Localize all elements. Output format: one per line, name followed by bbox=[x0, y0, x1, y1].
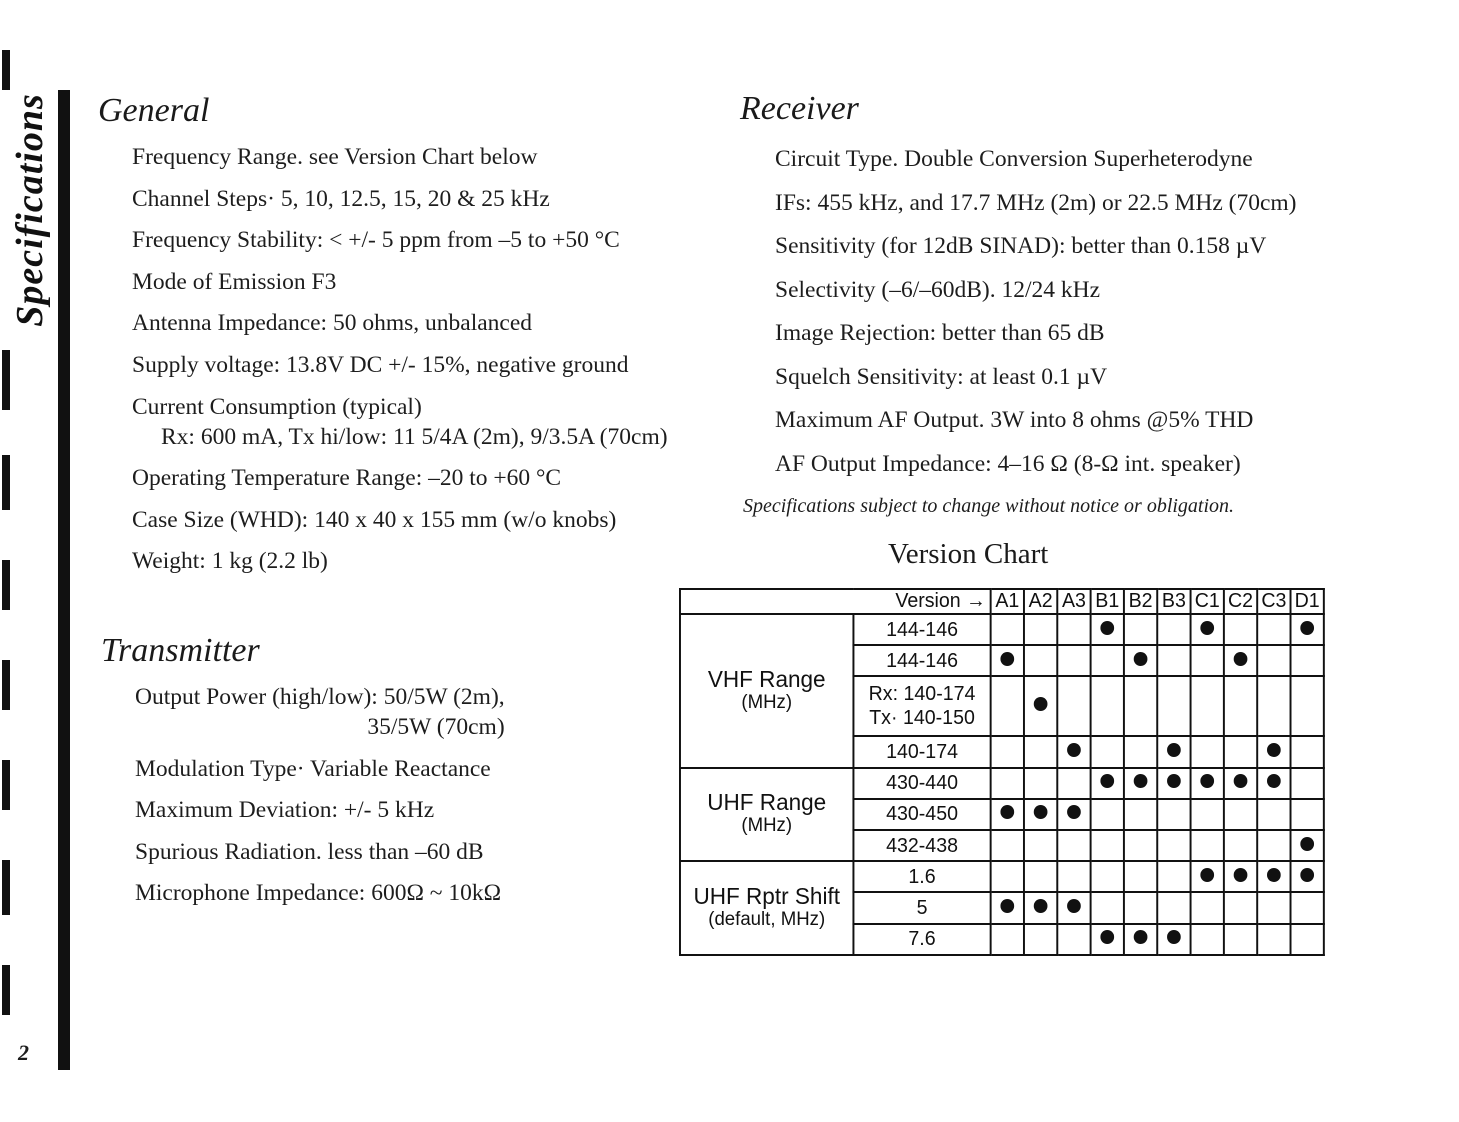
availability-dot-icon bbox=[1300, 868, 1314, 882]
availability-dot-icon bbox=[1000, 899, 1014, 913]
version-cell bbox=[1224, 768, 1257, 799]
version-cell bbox=[1124, 924, 1157, 955]
version-cell bbox=[1257, 645, 1290, 676]
version-cell bbox=[1191, 830, 1224, 861]
range-value: Tx· 140-150 bbox=[869, 707, 975, 730]
current-consumption-label: Current Consumption (typical) bbox=[132, 393, 422, 420]
version-cell bbox=[1157, 768, 1190, 799]
range-value: 1.6 bbox=[908, 865, 936, 888]
availability-dot-icon bbox=[1234, 774, 1248, 788]
edge-mark bbox=[2, 760, 10, 810]
version-cell bbox=[1191, 676, 1224, 736]
spec-max-af-output: Maximum AF Output. 3W into 8 ohms @5% THD bbox=[775, 407, 1254, 433]
version-column-header: A3 bbox=[1057, 589, 1090, 614]
spec-spurious-radiation: Spurious Radiation. less than –60 dB bbox=[135, 838, 484, 865]
spec-antenna-impedance: Antenna Impedance: 50 ohms, unbalanced bbox=[132, 310, 533, 337]
version-cell bbox=[1057, 924, 1090, 955]
availability-dot-icon bbox=[1267, 774, 1281, 788]
version-cell bbox=[1057, 614, 1090, 645]
version-cell bbox=[1024, 830, 1057, 861]
version-cell bbox=[1124, 830, 1157, 861]
edge-mark bbox=[2, 860, 10, 915]
version-cell bbox=[1191, 645, 1224, 676]
spec-current-consumption bbox=[132, 392, 668, 452]
version-cell bbox=[1024, 676, 1057, 736]
spec-circuit-type: Circuit Type. Double Conversion Superheterodyne bbox=[775, 146, 1253, 172]
receiver-spec-list bbox=[775, 144, 1297, 492]
version-cell bbox=[1224, 736, 1257, 767]
transmitter-heading: Transmitter bbox=[101, 632, 260, 669]
transmitter-spec-list bbox=[135, 682, 505, 920]
availability-dot-icon bbox=[1067, 743, 1081, 757]
version-cell bbox=[1124, 676, 1157, 736]
version-column-header: A2 bbox=[1024, 589, 1057, 614]
availability-dot-icon bbox=[1300, 837, 1314, 851]
section-tab-bar bbox=[58, 90, 70, 1070]
range-value: 5 bbox=[916, 897, 928, 920]
availability-dot-icon bbox=[1034, 697, 1048, 711]
availability-dot-icon bbox=[1167, 774, 1181, 788]
receiver-heading: Receiver bbox=[740, 90, 859, 127]
version-cell bbox=[991, 830, 1024, 861]
version-cell bbox=[1157, 736, 1190, 767]
range-value: 144-146 bbox=[886, 618, 959, 641]
version-cell bbox=[1057, 676, 1090, 736]
version-cell bbox=[1224, 830, 1257, 861]
version-cell bbox=[1291, 861, 1324, 892]
range-cell bbox=[853, 768, 990, 799]
band-group-name: VHF Range bbox=[707, 665, 826, 692]
version-cell bbox=[1257, 861, 1290, 892]
version-cell bbox=[1257, 676, 1290, 736]
version-cell bbox=[1124, 645, 1157, 676]
availability-dot-icon bbox=[1267, 743, 1281, 757]
version-cell bbox=[1291, 645, 1324, 676]
availability-dot-icon bbox=[1200, 774, 1214, 788]
version-cell bbox=[1024, 861, 1057, 892]
availability-dot-icon bbox=[1134, 774, 1148, 788]
version-cell bbox=[1257, 768, 1290, 799]
range-value: 7.6 bbox=[908, 928, 936, 951]
version-cell bbox=[1024, 614, 1057, 645]
general-heading: General bbox=[98, 92, 210, 129]
range-cell bbox=[853, 830, 990, 861]
availability-dot-icon bbox=[1234, 652, 1248, 666]
availability-dot-icon bbox=[1200, 868, 1214, 882]
range-cell bbox=[853, 892, 990, 923]
availability-dot-icon bbox=[1134, 930, 1148, 944]
band-group-unit: (MHz) bbox=[741, 691, 793, 713]
version-cell bbox=[1091, 861, 1124, 892]
version-header-label: Version → bbox=[680, 589, 991, 614]
version-cell bbox=[1057, 799, 1090, 830]
output-power-line1: Output Power (high/low): 50/5W (2m), bbox=[135, 684, 505, 710]
version-cell bbox=[1157, 892, 1190, 923]
availability-dot-icon bbox=[1134, 652, 1148, 666]
version-chart-title: Version Chart bbox=[888, 538, 1049, 570]
version-cell bbox=[1124, 892, 1157, 923]
version-cell bbox=[1024, 799, 1057, 830]
version-column-header: B3 bbox=[1157, 589, 1190, 614]
version-cell bbox=[1224, 676, 1257, 736]
version-cell bbox=[1224, 861, 1257, 892]
band-group-unit: (default, MHz) bbox=[708, 909, 826, 931]
spec-af-output-impedance: AF Output Impedance: 4–16 Ω (8-Ω int. speaker) bbox=[775, 450, 1241, 477]
edge-mark bbox=[2, 350, 10, 410]
version-cell bbox=[1091, 645, 1124, 676]
version-cell bbox=[1291, 768, 1324, 799]
version-cell bbox=[1057, 830, 1090, 861]
edge-mark bbox=[2, 50, 10, 90]
version-cell bbox=[1124, 799, 1157, 830]
band-group-name: UHF Rptr Shift bbox=[693, 883, 840, 910]
chart-row bbox=[680, 768, 1324, 799]
spec-frequency-stability: Frequency Stability: < +/- 5 ppm from –5 to +50 °C bbox=[132, 227, 620, 254]
version-chart-table bbox=[679, 588, 1325, 956]
version-cell bbox=[1057, 892, 1090, 923]
version-cell bbox=[1257, 892, 1290, 923]
version-cell bbox=[1091, 768, 1124, 799]
availability-dot-icon bbox=[1067, 805, 1081, 819]
version-cell bbox=[1191, 614, 1224, 645]
range-cell bbox=[853, 924, 990, 955]
version-cell bbox=[991, 892, 1024, 923]
output-power-line2: 35/5W (70cm) bbox=[367, 714, 505, 740]
range-cell bbox=[853, 614, 990, 645]
version-cell bbox=[1057, 768, 1090, 799]
version-cell bbox=[1291, 676, 1324, 736]
section-side-title: Specifications bbox=[9, 93, 51, 327]
availability-dot-icon bbox=[1034, 899, 1048, 913]
version-cell bbox=[1124, 736, 1157, 767]
version-cell bbox=[1157, 614, 1190, 645]
version-cell bbox=[1257, 830, 1290, 861]
band-group-label bbox=[680, 861, 853, 955]
version-cell bbox=[1224, 614, 1257, 645]
chart-row bbox=[680, 614, 1324, 645]
range-value: 144-146 bbox=[886, 649, 959, 672]
version-cell bbox=[991, 645, 1024, 676]
edge-mark bbox=[2, 560, 10, 610]
version-chart-body bbox=[680, 614, 1324, 955]
spec-selectivity: Selectivity (–6/–60dB). 12/24 kHz bbox=[775, 276, 1101, 303]
version-cell bbox=[1057, 645, 1090, 676]
version-cell bbox=[1124, 861, 1157, 892]
version-cell bbox=[1257, 924, 1290, 955]
version-cell bbox=[1291, 892, 1324, 923]
version-cell bbox=[991, 799, 1024, 830]
version-cell bbox=[1157, 830, 1190, 861]
version-cell bbox=[991, 676, 1024, 736]
band-group-label bbox=[680, 768, 853, 862]
version-cell bbox=[991, 614, 1024, 645]
spec-ifs: IFs: 455 kHz, and 17.7 MHz (2m) or 22.5 MHz (70cm) bbox=[775, 189, 1297, 216]
version-cell bbox=[1057, 736, 1090, 767]
spec-mode-of-emission: Mode of Emission F3 bbox=[132, 268, 337, 295]
version-cell bbox=[1024, 645, 1057, 676]
version-column-header: C1 bbox=[1191, 589, 1224, 614]
spec-case-size: Case Size (WHD): 140 x 40 x 155 mm (w/o knobs) bbox=[132, 506, 617, 533]
page-number: 2 bbox=[18, 1040, 29, 1065]
version-cell bbox=[1291, 799, 1324, 830]
version-cell bbox=[1157, 924, 1190, 955]
range-cell bbox=[853, 645, 990, 676]
version-cell bbox=[1091, 676, 1124, 736]
edge-mark bbox=[2, 455, 10, 510]
version-cell bbox=[1191, 892, 1224, 923]
availability-dot-icon bbox=[1234, 868, 1248, 882]
range-value: 140-174 bbox=[886, 741, 959, 764]
version-cell bbox=[1291, 830, 1324, 861]
availability-dot-icon bbox=[1167, 743, 1181, 757]
availability-dot-icon bbox=[1200, 621, 1214, 635]
range-cell bbox=[853, 799, 990, 830]
version-cell bbox=[1091, 614, 1124, 645]
version-cell bbox=[1024, 736, 1057, 767]
version-cell bbox=[1157, 676, 1190, 736]
version-cell bbox=[991, 736, 1024, 767]
version-cell bbox=[1024, 924, 1057, 955]
version-column-header: D1 bbox=[1291, 589, 1324, 614]
version-cell bbox=[1124, 614, 1157, 645]
version-cell bbox=[1024, 768, 1057, 799]
version-cell bbox=[1257, 614, 1290, 645]
version-cell bbox=[1024, 892, 1057, 923]
version-cell bbox=[1224, 645, 1257, 676]
version-cell bbox=[1224, 892, 1257, 923]
spec-maximum-deviation: Maximum Deviation: +/- 5 kHz bbox=[135, 797, 435, 824]
version-cell bbox=[1157, 861, 1190, 892]
availability-dot-icon bbox=[1034, 805, 1048, 819]
availability-dot-icon bbox=[1000, 652, 1014, 666]
availability-dot-icon bbox=[1067, 899, 1081, 913]
version-cell bbox=[1091, 830, 1124, 861]
version-cell bbox=[1191, 768, 1224, 799]
version-cell bbox=[1091, 799, 1124, 830]
disclaimer-note: Specifications subject to change without notice or obligation. bbox=[743, 495, 1235, 517]
spec-frequency-range: Frequency Range. see Version Chart below bbox=[132, 144, 538, 170]
spec-sensitivity: Sensitivity (for 12dB SINAD): better than 0.158 µV bbox=[775, 233, 1267, 259]
range-cell bbox=[853, 676, 990, 736]
current-consumption-value: Rx: 600 mA, Tx hi/low: 11 5/4A (2m), 9/3.5A (70cm) bbox=[161, 423, 668, 450]
version-cell bbox=[991, 924, 1024, 955]
version-cell bbox=[1291, 614, 1324, 645]
availability-dot-icon bbox=[1100, 774, 1114, 788]
range-value: Rx: 140-174 bbox=[868, 683, 976, 706]
version-cell bbox=[1157, 645, 1190, 676]
range-value: 432-438 bbox=[886, 834, 959, 857]
version-cell bbox=[1191, 736, 1224, 767]
version-cell bbox=[1191, 799, 1224, 830]
version-cell bbox=[1224, 799, 1257, 830]
version-cell bbox=[1291, 736, 1324, 767]
version-column-header: A1 bbox=[991, 589, 1024, 614]
chart-row bbox=[680, 861, 1324, 892]
version-cell bbox=[1257, 736, 1290, 767]
version-column-header: C3 bbox=[1257, 589, 1290, 614]
band-group-name: UHF Range bbox=[707, 789, 827, 816]
version-cell bbox=[1091, 892, 1124, 923]
spec-weight: Weight: 1 kg (2.2 lb) bbox=[132, 548, 328, 575]
version-cell bbox=[991, 861, 1024, 892]
spec-operating-temperature: Operating Temperature Range: –20 to +60 °C bbox=[132, 465, 562, 492]
band-group-label bbox=[680, 614, 853, 768]
version-column-header: B1 bbox=[1091, 589, 1124, 614]
version-cell bbox=[1124, 768, 1157, 799]
spec-channel-steps: Channel Steps· 5, 10, 12.5, 15, 20 & 25 kHz bbox=[132, 185, 550, 212]
version-cell bbox=[1257, 799, 1290, 830]
range-cell bbox=[853, 736, 990, 767]
spec-output-power bbox=[135, 682, 505, 742]
edge-mark bbox=[2, 965, 10, 1015]
spec-supply-voltage: Supply voltage: 13.8V DC +/- 15%, negative ground bbox=[132, 351, 629, 378]
version-cell bbox=[1291, 924, 1324, 955]
version-cell bbox=[1057, 861, 1090, 892]
band-group-unit: (MHz) bbox=[741, 815, 793, 837]
spec-squelch-sensitivity: Squelch Sensitivity: at least 0.1 µV bbox=[775, 363, 1108, 390]
range-cell bbox=[853, 861, 990, 892]
availability-dot-icon bbox=[1100, 930, 1114, 944]
range-value: 430-450 bbox=[886, 803, 959, 826]
version-header-row bbox=[680, 589, 1324, 614]
version-cell bbox=[1091, 924, 1124, 955]
availability-dot-icon bbox=[1267, 868, 1281, 882]
availability-dot-icon bbox=[1100, 621, 1114, 635]
version-cell bbox=[1191, 861, 1224, 892]
version-column-header: B2 bbox=[1124, 589, 1157, 614]
spec-modulation-type: Modulation Type· Variable Reactance bbox=[135, 755, 491, 782]
version-cell bbox=[1224, 924, 1257, 955]
spec-microphone-impedance: Microphone Impedance: 600Ω ~ 10kΩ bbox=[135, 880, 502, 907]
availability-dot-icon bbox=[1167, 930, 1181, 944]
version-cell bbox=[1157, 799, 1190, 830]
version-cell bbox=[1091, 736, 1124, 767]
version-cell bbox=[1191, 924, 1224, 955]
spec-image-rejection: Image Rejection: better than 65 dB bbox=[775, 320, 1105, 346]
version-cell bbox=[991, 768, 1024, 799]
availability-dot-icon bbox=[1000, 805, 1014, 819]
range-value: 430-440 bbox=[886, 772, 959, 795]
general-spec-list bbox=[132, 142, 668, 588]
availability-dot-icon bbox=[1300, 621, 1314, 635]
version-column-header: C2 bbox=[1224, 589, 1257, 614]
edge-mark bbox=[2, 660, 10, 710]
